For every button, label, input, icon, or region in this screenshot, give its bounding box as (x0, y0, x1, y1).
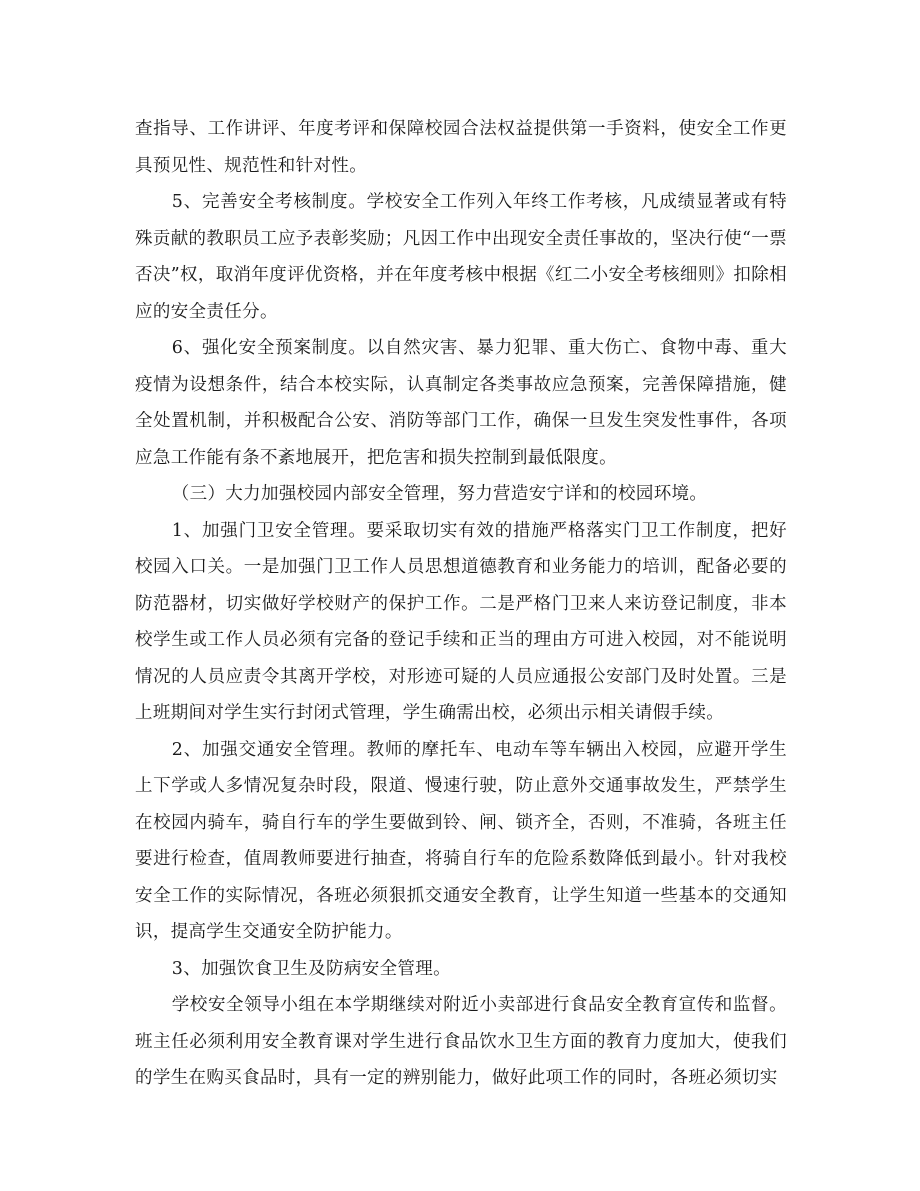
document-body (135, 111, 787, 1097)
paragraph-traffic-safety: 2、加强交通安全管理。教师的摩托车、电动车等车辆出入校园，应避开学生上下学或人多情况复杂时段，限道、慢速行驶，防止意外交通事故发生，严禁学生在校园内骑车，骑自行车的学生要做到铃、闸、锁齐全，否则，不准骑，各班主任要进行检查，值周教师要进行抽查，将骑自行车的危险系数降低到最小。针对我校安全工作的实际情况，各班必须狠抓交通安全教育，让学生知道一些基本的交通知识，提高学生交通安全防护能力。 (135, 739, 787, 942)
paragraph-emergency-plan: 6、强化安全预案制度。以自然灾害、暴力犯罪、重大伤亡、食物中毒、重大疫情为设想条件，结合本校实际，认真制定各类事故应急预案，完善保障措施，健全处置机制，并积极配合公安、消防等部门工作，确保一旦发生突发性事件，各项应急工作能有条不紊地展开，把危害和损失控制到最低限度。 (135, 338, 787, 468)
section-heading-campus-safety: （三）大力加强校园内部安全管理，努力营造安宁详和的校园环境。 (171, 484, 708, 504)
paragraph-continuation: 查指导、工作讲评、年度考评和保障校园合法权益提供第一手资料，使安全工作更具预见性、规范性和针对性。 (135, 119, 787, 176)
paragraph-assessment-system: 5、完善安全考核制度。学校安全工作列入年终工作考核，凡成绩显著或有特殊贡献的教职员工应予表彰奖励；凡因工作中出现安全责任事故的，坚决行使“一票否决”权，取消年度评优资格，并在年度考核中根据《红二小安全考核细则》扣除相应的安全责任分。 (135, 192, 787, 322)
paragraph-food-safety: 学校安全领导小组在本学期继续对附近小卖部进行食品安全教育宣传和监督。班主任必须利用安全教育课对学生进行食品饮水卫生方面的教育力度加大，使我们的学生在购买食品时，具有一定的辨别能力，做好此项工作的同时，各班必须切实 (135, 995, 787, 1088)
paragraph-food-hygiene-heading: 3、加强饮食卫生及防病安全管理。 (171, 958, 451, 979)
paragraph-gate-security: 1、加强门卫安全管理。要采取切实有效的措施严格落实门卫工作制度，把好校园入口关。一是加强门卫工作人员思想道德教育和业务能力的培训，配备必要的防范器材，切实做好学校财产的保护工作。二是严格门卫来人来访登记制度，非本校学生或工作人员必须有完备的登记手续和正当的理由方可进入校园，对不能说明情况的人员应责令其离开学校，对形迹可疑的人员应通报公安部门及时处置。三是上班期间对学生实行封闭式管理，学生确需出校，必须出示相关请假手续。 (135, 520, 787, 723)
